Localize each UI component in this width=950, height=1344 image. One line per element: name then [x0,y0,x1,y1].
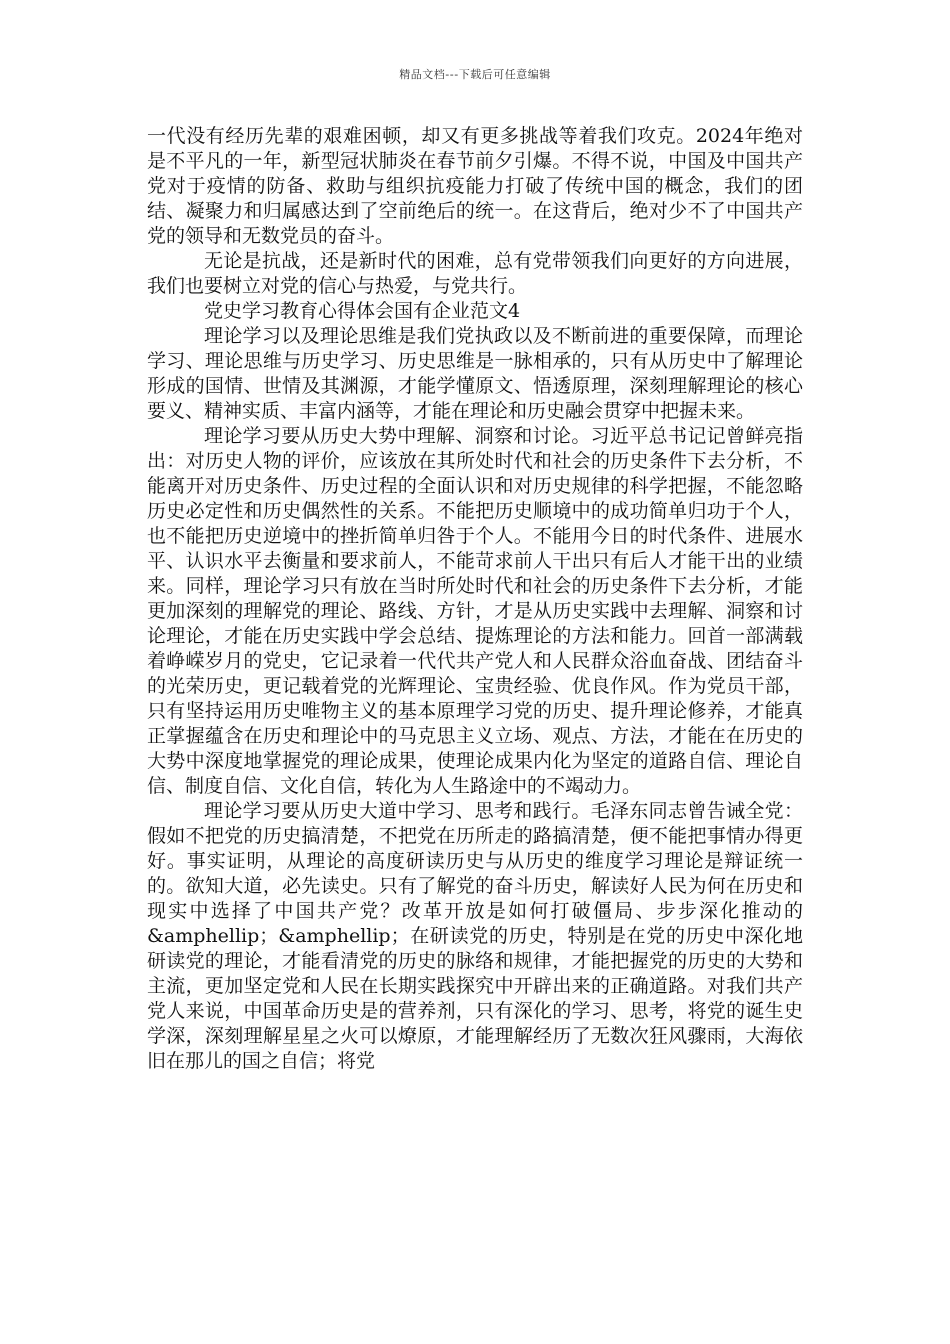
paragraph: 一代没有经历先辈的艰难困顿，却又有更多挑战等着我们攻克。2024年绝对是不平凡的一年，新型冠状肺炎在春节前夕引爆。不得不说，中国及中国共产党对于疫情的防备、救助与组织抗疫能力打破了传统中国的概念，我们的团结、凝聚力和归属感达到了空前绝后的统一。在这背后，绝对少不了中国共产党的领导和无数党员的奋斗。 [147,125,803,247]
paragraph: 理论学习要从历史大道中学习、思考和践行。毛泽东同志曾告诫全党：假如不把党的历史搞清楚，不把党在历所走的路搞清楚，便不能把事情办得更好。事实证明，从理论的高度研读历史与从历史的维度学习理论是辩证统一的。欲知大道，必先读史。只有了解党的奋斗历史，解读好人民为何在历史和现实中选择了中国共产党？改革开放是如何打破僵局、步步深化推动的&amphellip；&amphellip；在研读党的历史，特别是在党的历史中深化地研读党的理论，才能看清党的历史的脉络和规律，才能把握党的历史的大势和主流，更加坚定党和人民在长期实践探究中开辟出来的正确道路。对我们共产党人来说，中国革命历史是的营养剂，只有深化的学习、思考，将党的诞生史学深，深刻理解星星之火可以燎原，才能理解经历了无数次狂风骤雨，大海依旧在那儿的国之自信；将党 [147,800,803,1072]
paragraph: 理论学习以及理论思维是我们党执政以及不断前进的重要保障，而理论学习、理论思维与历史学习、历史思维是一脉相承的，只有从历史中了解理论形成的国情、世情及其渊源，才能学懂原文、悟透原理，深刻理解理论的核心要义、精神实质、丰富内涵等，才能在理论和历史融会贯穿中把握未来。 [147,325,803,422]
section-title: 党史学习教育心得体会国有企业范文4 [204,300,521,322]
page-header: 精品文档---下载后可任意编辑 [399,68,551,81]
paragraph: 理论学习要从历史大势中理解、洞察和讨论。习近平总书记记曾鲜亮指出：对历史人物的评价，应该放在其所处时代和社会的历史条件下去分析，不能离开对历史条件、历史过程的全面认识和对历史规律的科学把握，不能忽略历史必定性和历史偶然性的关系。不能把历史顺境中的成功简单归功于个人，也不能把历史逆境中的挫折简单归咎于个人。不能用今日的时代条件、进展水平、认识水平去衡量和要求前人，不能苛求前人干出只有后人才能干出的业绩来。同样，理论学习只有放在当时所处时代和社会的历史条件下去分析，才能更加深刻的理解党的理论、路线、方针，才是从历史实践中去理解、洞察和讨论理论，才能在历史实践中学会总结、提炼理论的方法和能力。回首一部满载着峥嵘岁月的党史，它记录着一代代共产党人和人民群众浴血奋战、团结奋斗的光荣历史，更记载着党的光辉理论、宝贵经验、优良作风。作为党员干部，只有坚持运用历史唯物主义的基本原理学习党的历史、提升理论修养，才能真正掌握蕴含在历史和理论中的马克思主义立场、观点、方法，才能在在历史的大势中深度地掌握党的理论成果，使理论成果内化为坚定的道路自信、理论自信、制度自信、文化自信，转化为人生路途中的不竭动力。 [147,425,803,797]
document-body [147,124,803,1074]
paragraph: 无论是抗战，还是新时代的困难，总有党带领我们向更好的方向进展，我们也要树立对党的信心与热爱，与党共行。 [147,250,803,297]
